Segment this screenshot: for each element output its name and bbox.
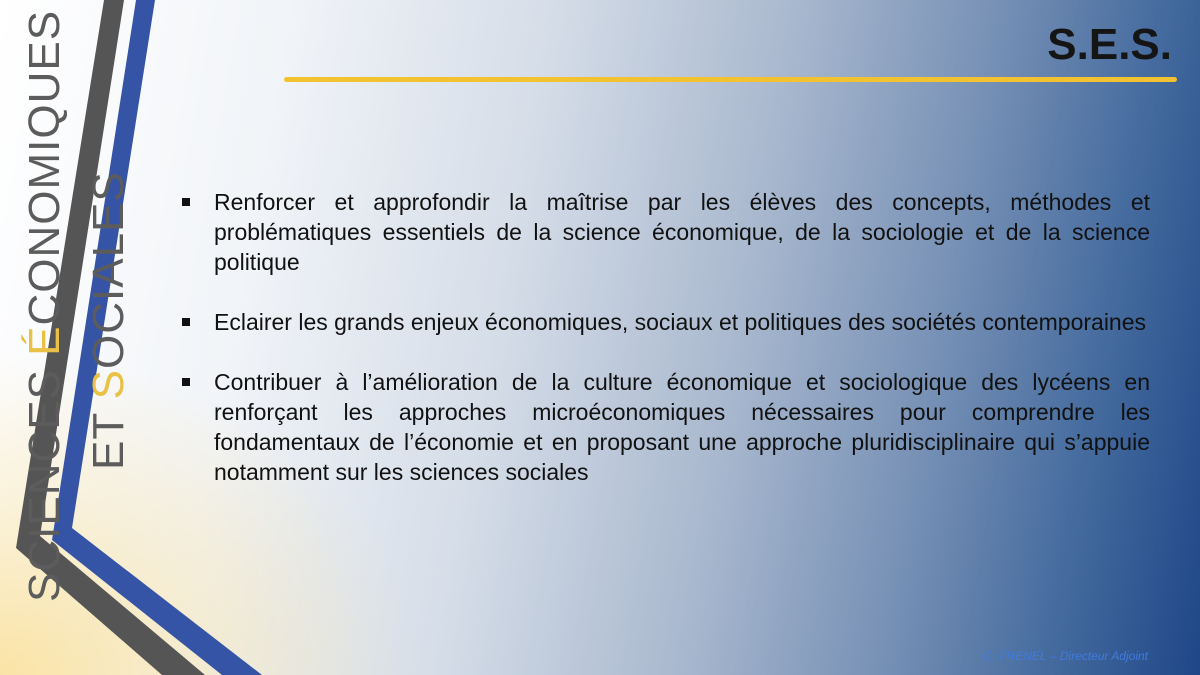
square-bullet-icon: [182, 318, 190, 326]
bullet-item: [180, 187, 1150, 277]
bullet-item: [180, 367, 1150, 487]
vertical-title-line-1: SCIENCES ÉCONOMIQUES: [20, 9, 69, 602]
title-underline: [284, 77, 1177, 82]
bullet-text: Eclairer les grands enjeux économiques, sociaux et politiques des sociétés contemporaines: [214, 309, 1147, 335]
square-bullet-icon: [182, 198, 190, 206]
vertical-title-line-2: ET SOCIALES: [84, 171, 133, 470]
footer-author: O. FRENEL – Directeur Adjoint: [983, 649, 1148, 663]
square-bullet-icon: [182, 378, 190, 386]
bullet-list: [180, 187, 1150, 517]
bullet-text: Contribuer à l’amélioration de la culture économique et sociologique des lycéens en renforçant les approches microéconomiques nécessaires pour comprendre les fondamentaux de l’économie et en proposant une approche pluridisciplinaire qui s’appuie notamment sur les sciences sociales: [214, 369, 1150, 485]
slide-title: S.E.S.: [1047, 20, 1172, 69]
bullet-text: Renforcer et approfondir la maîtrise par les élèves des concepts, méthodes et problématiques essentiels de la science économique, de la sociologie et de la science politique: [214, 189, 1150, 275]
bullet-item: [180, 307, 1150, 337]
